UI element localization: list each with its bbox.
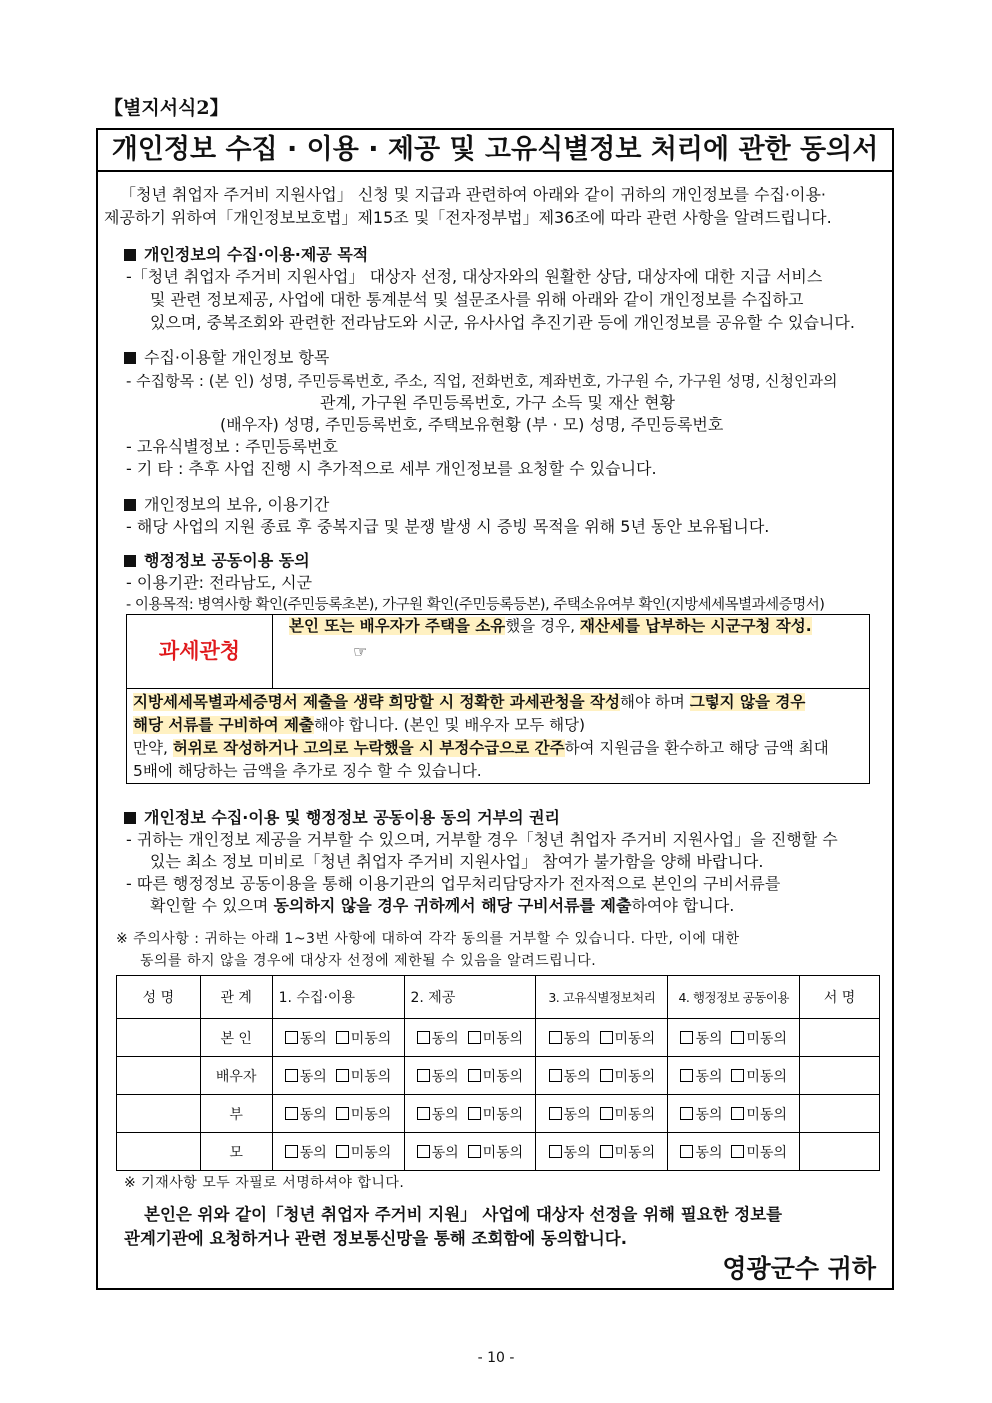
relation-cell: 부 <box>200 1095 272 1133</box>
checkbox-disagree[interactable] <box>336 1107 349 1120</box>
tax-note-line-2: 해당 서류를 구비하여 제출해야 합니다. (본인 및 배우자 모두 해당) <box>133 716 586 734</box>
table-row <box>117 1133 880 1171</box>
checkbox-agree[interactable] <box>549 1145 562 1158</box>
header-unique-id: 3. 고유식별정보처리 <box>536 976 668 1019</box>
checkbox-agree[interactable] <box>680 1069 693 1082</box>
purpose-line-1: -「청년 취업자 주거비 지원사업」 대상자 선정, 대상자와의 원활한 상담, 대상자에 대한 지급 서비스 <box>126 267 823 286</box>
consent-cell: 동의 미동의 <box>536 1019 668 1057</box>
table-row <box>117 1095 880 1133</box>
consent-cell: 동의 미동의 <box>668 1019 800 1057</box>
consent-cell: 동의 미동의 <box>272 1019 404 1057</box>
checkbox-disagree[interactable] <box>468 1107 481 1120</box>
relation-cell: 본 인 <box>200 1019 272 1057</box>
section-heading-purpose: 개인정보의 수집·이용·제공 목적 <box>124 244 368 266</box>
intro-line-1: 「청년 취업자 주거비 지원사업」 신청 및 지급과 관련하여 아래와 같이 귀하의 개인정보를 수집·이용· <box>120 185 826 204</box>
purpose-line-3: 있으며, 중복조회와 관련한 전라남도와 시군, 유사사업 추진기관 등에 개인정보를 공유할 수 있습니다. <box>150 313 855 332</box>
checkbox-agree[interactable] <box>680 1107 693 1120</box>
consent-cell: 동의 미동의 <box>272 1057 404 1095</box>
name-cell[interactable] <box>117 1133 201 1171</box>
intro-line-2: 제공하기 위하여「개인정보보호법」제15조 및「전자정부법」제36조에 따라 관련 사항을 알려드립니다. <box>104 208 832 227</box>
checkbox-agree[interactable] <box>549 1107 562 1120</box>
checkbox-disagree[interactable] <box>731 1069 744 1082</box>
joint-use-line-1: - 이용기관: 전라남도, 시군 <box>126 573 313 592</box>
signature-cell[interactable] <box>800 1095 880 1133</box>
tax-note-line-3: 만약, 허위로 작성하거나 고의로 누락했을 시 부정수급으로 간주하여 지원금을 환수하고 해당 금액 최대 <box>133 739 829 757</box>
signature-cell[interactable] <box>800 1057 880 1095</box>
consent-cell: 동의 미동의 <box>404 1019 536 1057</box>
header-collection: 1. 수집·이용 <box>272 976 404 1019</box>
joint-use-line-2: - 이용목적: 병역사항 확인(주민등록초본), 가구원 확인(주민등록등본), 주택소유여부 확인(지방세세목별과세증명서) <box>126 597 825 613</box>
square-bullet-icon <box>124 249 136 261</box>
section-heading-items: 수집·이용할 개인정보 항목 <box>124 347 329 369</box>
notice-line-1: ※ 주의사항 : 귀하는 아래 1~3번 사항에 대하여 각각 동의를 거부할 수 있습니다. 다만, 이에 대한 <box>116 931 740 947</box>
checkbox-agree[interactable] <box>417 1069 430 1082</box>
signature-cell[interactable] <box>800 1019 880 1057</box>
checkbox-agree[interactable] <box>549 1069 562 1082</box>
name-cell[interactable] <box>117 1095 201 1133</box>
header-signature: 서 명 <box>800 976 880 1019</box>
tax-authority-label: 과세관청 <box>127 615 273 689</box>
consent-cell: 동의 미동의 <box>404 1095 536 1133</box>
table-header-row <box>117 976 880 1019</box>
checkbox-agree[interactable] <box>417 1031 430 1044</box>
name-cell[interactable] <box>117 1019 201 1057</box>
square-bullet-icon <box>124 812 136 824</box>
closing-line-1: 본인은 위와 같이「청년 취업자 주거비 지원」 사업에 대상자 선정을 위해 필요한 정보를 <box>144 1205 783 1224</box>
checkbox-disagree[interactable] <box>731 1107 744 1120</box>
header-relation: 관 계 <box>200 976 272 1019</box>
recipient: 영광군수 귀하 <box>722 1254 876 1283</box>
items-line-1: - 수집항목 : (본 인) 성명, 주민등록번호, 주소, 직업, 전화번호, 계좌번호, 가구원 수, 가구원 성명, 신청인과의 <box>126 372 838 390</box>
checkbox-agree[interactable] <box>417 1107 430 1120</box>
form-title: 개인정보 수집 · 이용 · 제공 및 고유식별정보 처리에 관한 동의서 <box>98 130 892 172</box>
notice-line-2: 동의를 하지 않을 경우에 대상자 선정에 제한될 수 있음을 알려드립니다. <box>140 953 597 969</box>
header-provision: 2. 제공 <box>404 976 536 1019</box>
checkbox-disagree[interactable] <box>336 1145 349 1158</box>
purpose-line-2: 및 관련 정보제공, 사업에 대한 통계분석 및 설문조사를 위해 아래와 같이 개인정보를 수집하고 <box>150 290 804 309</box>
checkbox-disagree[interactable] <box>731 1145 744 1158</box>
section-heading-right-to-refuse: 개인정보 수집·이용 및 행정정보 공동이용 동의 거부의 권리 <box>124 807 560 829</box>
retention-line-1: - 해당 사업의 지원 종료 후 중복지급 및 분쟁 발생 시 증빙 목적을 위해 5년 동안 보유됩니다. <box>126 517 770 536</box>
checkbox-disagree[interactable] <box>600 1031 613 1044</box>
checkbox-disagree[interactable] <box>731 1031 744 1044</box>
consent-cell: 동의 미동의 <box>404 1057 536 1095</box>
items-line-4: - 고유식별정보 : 주민등록번호 <box>126 437 338 456</box>
page-number: - 10 - <box>477 1350 515 1366</box>
signature-cell[interactable] <box>800 1133 880 1171</box>
refuse-line-2: 있는 최소 정보 미비로「청년 취업자 주거비 지원사업」 참여가 불가함을 양해 바랍니다. <box>150 852 764 871</box>
form-label: 【별지서식2】 <box>104 97 229 119</box>
checkbox-agree[interactable] <box>285 1069 298 1082</box>
checkbox-agree[interactable] <box>417 1145 430 1158</box>
refuse-line-3: - 따른 행정정보 공동이용을 통해 이용기관의 업무처리담당자가 전자적으로 본인의 구비서류를 <box>126 874 781 893</box>
header-name: 성 명 <box>117 976 201 1019</box>
consent-cell: 동의 미동의 <box>668 1057 800 1095</box>
checkbox-agree[interactable] <box>549 1031 562 1044</box>
refuse-line-4: 확인할 수 있으며 동의하지 않을 경우 귀하께서 해당 구비서류를 제출하여야 합니다. <box>150 896 735 915</box>
items-line-3: (배우자) 성명, 주민등록번호, 주택보유현황 (부 · 모) 성명, 주민등록번호 <box>220 415 724 434</box>
items-line-5: - 기 타 : 추후 사업 진행 시 추가적으로 세부 개인정보를 요청할 수 있습니다. <box>126 459 657 478</box>
sign-note: ※ 기재사항 모두 자필로 서명하셔야 합니다. <box>124 1175 405 1191</box>
tax-note-line-4: 5배에 해당하는 금액을 추가로 징수 할 수 있습니다. <box>133 762 482 780</box>
consent-cell: 동의 미동의 <box>536 1133 668 1171</box>
name-cell[interactable] <box>117 1057 201 1095</box>
checkbox-disagree[interactable] <box>468 1145 481 1158</box>
pointer-icon: ☞ <box>353 642 368 661</box>
consent-cell: 동의 미동의 <box>536 1095 668 1133</box>
tax-authority-input-area[interactable] <box>273 615 869 689</box>
consent-cell: 동의 미동의 <box>272 1133 404 1171</box>
relation-cell: 모 <box>200 1133 272 1171</box>
consent-cell: 동의 미동의 <box>272 1095 404 1133</box>
table-row <box>117 1019 880 1057</box>
section-heading-retention: 개인정보의 보유, 이용기간 <box>124 494 329 516</box>
table-row <box>117 1057 880 1095</box>
relation-cell: 배우자 <box>200 1057 272 1095</box>
consent-form <box>96 128 894 1290</box>
checkbox-agree[interactable] <box>285 1107 298 1120</box>
checkbox-disagree[interactable] <box>336 1069 349 1082</box>
items-line-2: 관계, 가구원 주민등록번호, 가구 소득 및 재산 현황 <box>320 393 675 412</box>
consent-table <box>116 975 880 1171</box>
checkbox-agree[interactable] <box>285 1031 298 1044</box>
consent-cell: 동의 미동의 <box>404 1133 536 1171</box>
square-bullet-icon <box>124 352 136 364</box>
checkbox-agree[interactable] <box>285 1145 298 1158</box>
square-bullet-icon <box>124 555 136 567</box>
square-bullet-icon <box>124 499 136 511</box>
checkbox-disagree[interactable] <box>600 1145 613 1158</box>
consent-cell: 동의 미동의 <box>668 1095 800 1133</box>
refuse-line-1: - 귀하는 개인정보 제공을 거부할 수 있으며, 거부할 경우「청년 취업자 주거비 지원사업」을 진행할 수 <box>126 830 838 849</box>
checkbox-disagree[interactable] <box>600 1069 613 1082</box>
closing-line-2: 관계기관에 요청하거나 관련 정보통신망을 통해 조회함에 동의합니다. <box>124 1229 627 1248</box>
checkbox-disagree[interactable] <box>468 1031 481 1044</box>
consent-cell: 동의 미동의 <box>536 1057 668 1095</box>
checkbox-agree[interactable] <box>680 1031 693 1044</box>
checkbox-disagree[interactable] <box>600 1107 613 1120</box>
checkbox-disagree[interactable] <box>336 1031 349 1044</box>
header-admin-info: 4. 행정정보 공동이용 <box>668 976 800 1019</box>
tax-note-line-1: 지방세세목별과세증명서 제출을 생략 희망할 시 정확한 과세관청을 작성해야 하며 그렇지 않을 경우 <box>133 693 806 711</box>
tax-authority-instruction: 본인 또는 배우자가 주택을 소유했을 경우, 재산세를 납부하는 시군구청 작성. <box>289 617 812 635</box>
consent-cell: 동의 미동의 <box>668 1133 800 1171</box>
checkbox-agree[interactable] <box>680 1145 693 1158</box>
section-heading-joint-use: 행정정보 공동이용 동의 <box>124 550 310 572</box>
tax-authority-box <box>126 614 870 784</box>
checkbox-disagree[interactable] <box>468 1069 481 1082</box>
